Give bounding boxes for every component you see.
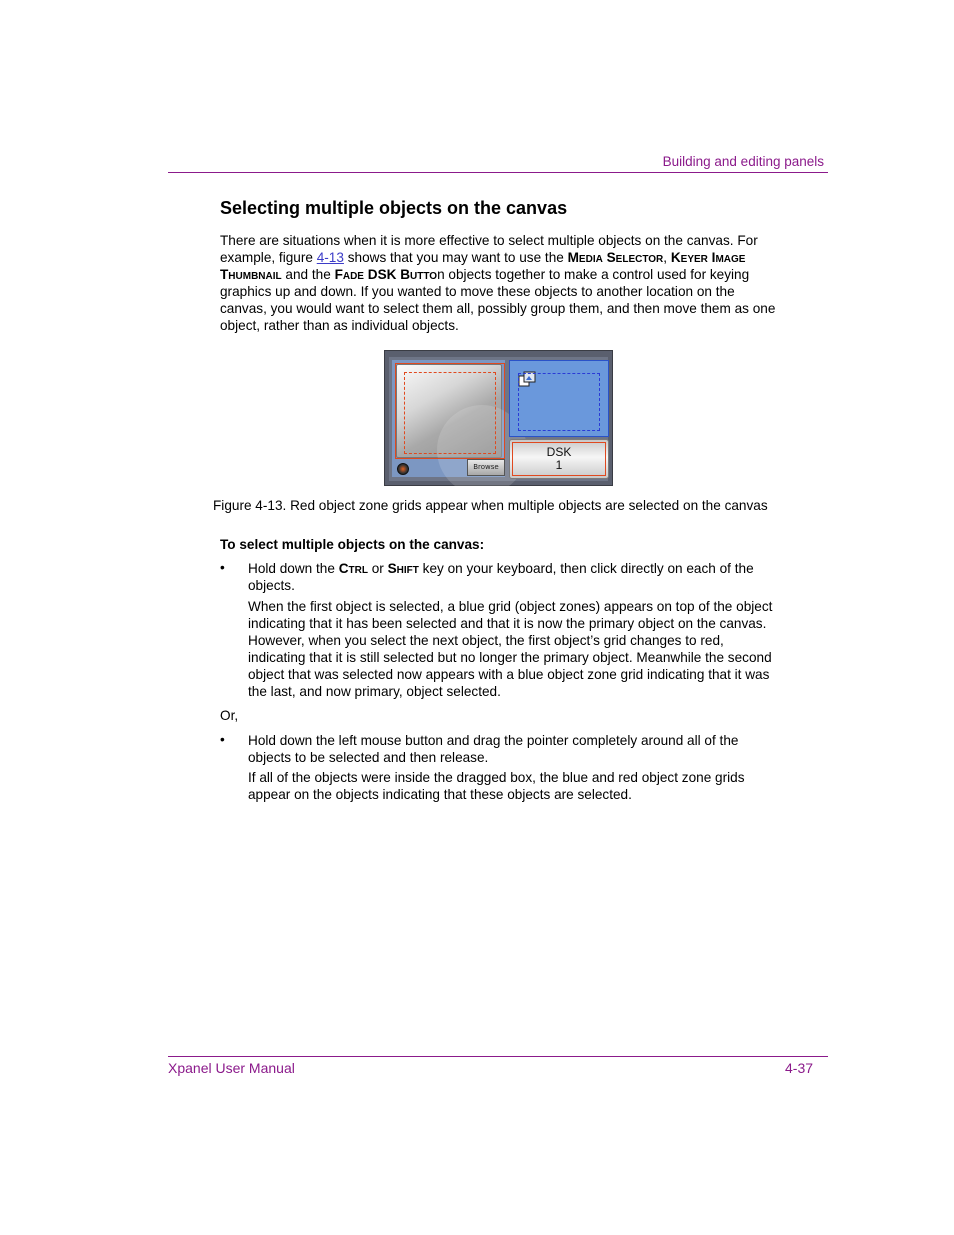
term-media-selector: Media Selector bbox=[567, 250, 664, 266]
footer-divider bbox=[168, 1056, 828, 1057]
knob-icon[interactable] bbox=[397, 463, 409, 475]
figure-link[interactable]: 4-13 bbox=[316, 250, 344, 266]
step-2-text: Hold down the left mouse button and drag the pointer completely around all of the objects to be selected and then release. bbox=[248, 733, 739, 766]
step-1-text: Hold down the Ctrl or Shift key on your keyboard, then click directly on each of the objects. bbox=[248, 561, 754, 594]
dsk-number: 1 bbox=[555, 458, 563, 472]
bullet-marker: • bbox=[220, 732, 225, 747]
footer-manual-name: Xpanel User Manual bbox=[168, 1060, 295, 1076]
key-shift: Shift bbox=[387, 561, 419, 576]
figure-canvas-screenshot bbox=[384, 350, 613, 486]
fade-dsk-button[interactable] bbox=[509, 439, 609, 479]
intro-paragraph: There are situations when it is more effective to select multiple objects on the canvas. For example, figure 4-13 shows that you may want to use the Media Selector, Keyer Image Thumbnail and the Fade DSK Button objects together to make a control used for keying graphics up and down. If you wanted to move these objects to another location on the canvas, you would want to select them all, possibly group them, and then move them as one object, rather than as individual objects. bbox=[220, 233, 776, 334]
section-title: Selecting multiple objects on the canvas bbox=[220, 198, 568, 218]
browse-button[interactable]: Browse bbox=[467, 459, 505, 476]
or-separator: Or, bbox=[220, 708, 239, 723]
procedure-heading: To select multiple objects on the canvas: bbox=[220, 537, 485, 552]
step-2-detail: If all of the objects were inside the dragged box, the blue and red object zone grids appear on the objects indicating that these objects are selected. bbox=[248, 770, 745, 803]
term-keyer-image-thumbnail: Keyer Image Thumbnail bbox=[220, 250, 746, 283]
media-selector-object bbox=[392, 360, 505, 477]
term-fade-dsk-button: Fade DSK Butto bbox=[334, 267, 438, 283]
keyer-image-thumbnail-object bbox=[509, 360, 609, 437]
red-zone-dsk bbox=[512, 442, 606, 476]
header-divider bbox=[168, 172, 828, 173]
page-number: 4-37 bbox=[785, 1060, 814, 1076]
running-header: Building and editing panels bbox=[662, 154, 824, 169]
figure-caption: Figure 4-13. Red object zone grids appear when multiple objects are selected on the canvas bbox=[213, 498, 768, 513]
red-zone-inner bbox=[404, 372, 496, 454]
canvas-area bbox=[389, 357, 608, 481]
step-1-detail: When the first object is selected, a blue grid (object zones) appears on top of the object indicating that it has been selected and that it is now the primary object on the canvas. However, when you select the next object, the first object’s grid changes to red, indicating that it is still selected but no longer the primary object. Meanwhile the second object that was selected now appears with a blue object zone grid indicating that it was the last, and now primary, object selected. bbox=[248, 599, 773, 700]
blue-zone-inner bbox=[518, 373, 600, 431]
bullet-marker: • bbox=[220, 560, 225, 575]
dsk-label: DSK bbox=[546, 445, 572, 459]
key-ctrl: Ctrl bbox=[338, 561, 368, 576]
